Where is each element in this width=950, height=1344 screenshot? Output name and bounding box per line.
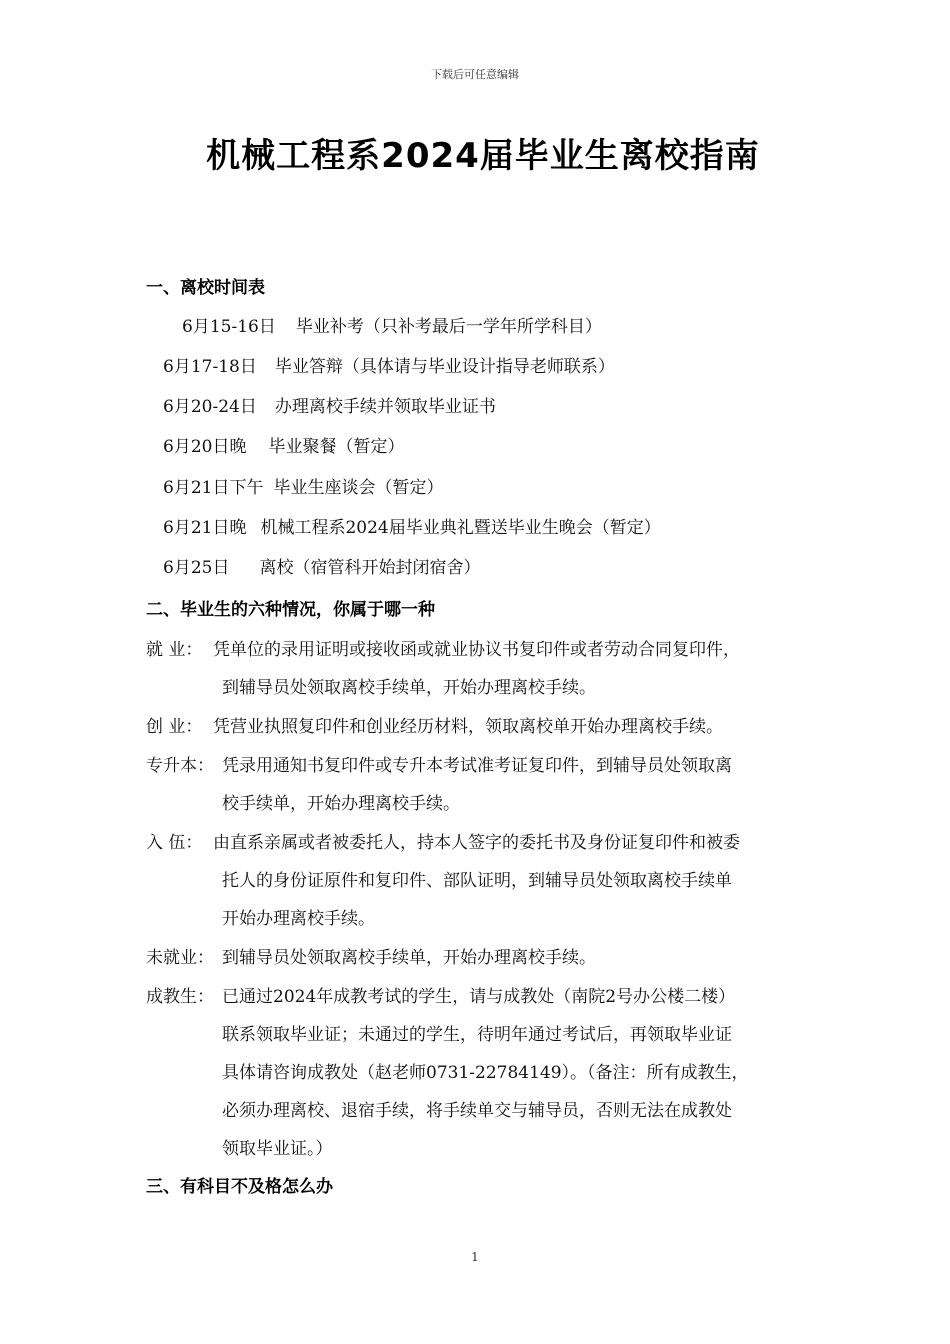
schedule-row	[182, 312, 602, 337]
case-text-line: 必须办理离校、退宿手续，将手续单交与辅导员，否则无法在成教处	[222, 1101, 732, 1121]
case-text-line: 凭营业执照复印件和创业经历材料，领取离校单开始办理离校手续。	[213, 717, 723, 737]
section-heading-schedule: 一、离校时间表	[146, 278, 265, 298]
schedule-date: 6月17-18日	[163, 357, 257, 377]
schedule-row	[163, 352, 615, 377]
header-note: 下载后可任意编辑	[431, 68, 519, 81]
case-label-enlistment: 入 伍：	[146, 833, 203, 853]
schedule-row	[163, 473, 443, 498]
schedule-date: 6月21日晚	[163, 518, 247, 538]
schedule-row	[163, 513, 661, 538]
schedule-date: 6月20-24日	[163, 397, 257, 417]
case-text-line: 开始办理离校手续。	[222, 909, 375, 929]
case-label-unemployed: 未就业：	[146, 948, 214, 968]
schedule-date: 6月21日下午	[163, 478, 264, 498]
schedule-text: 离校（宿管科开始封闭宿舍）	[259, 558, 481, 578]
case-text-line: 凭录用通知书复印件或专升本考试准考证复印件，到辅导员处领取离	[222, 756, 732, 776]
case-label-upgrade: 专升本：	[146, 756, 214, 776]
schedule-row	[163, 392, 496, 417]
schedule-text: 毕业生座谈会（暂定）	[273, 478, 444, 498]
schedule-text: 毕业补考（只补考最后一学年所学科目）	[295, 317, 602, 337]
schedule-date: 6月15-16日	[182, 317, 276, 337]
case-text-line: 到辅导员处领取离校手续单，开始办理离校手续。	[222, 678, 596, 698]
case-text-line: 已通过2024年成教考试的学生，请与成教处（南院2号办公楼二楼）	[222, 987, 736, 1007]
case-text-line: 领取毕业证。）	[222, 1139, 333, 1159]
schedule-date: 6月25日	[163, 558, 230, 578]
schedule-date: 6月20日晚	[163, 437, 247, 457]
schedule-row	[163, 432, 404, 457]
document-title: 机械工程系2024届毕业生离校指南	[206, 136, 760, 176]
case-text-line: 凭单位的录用证明或接收函或就业协议书复印件或者劳动合同复印件，	[213, 640, 740, 660]
case-text-line: 由直系亲属或者被委托人，持本人签字的委托书及身份证复印件和被委	[213, 833, 740, 853]
case-text-line: 托人的身份证原件和复印件、部队证明，到辅导员处领取离校手续单	[222, 871, 732, 891]
case-label-employment: 就 业：	[146, 640, 203, 660]
schedule-row	[163, 553, 480, 578]
case-label-entrepreneurship: 创 业：	[146, 717, 203, 737]
section-heading-situations: 二、毕业生的六种情况，你属于哪一种	[146, 600, 435, 620]
schedule-text: 毕业聚餐（暂定）	[268, 437, 405, 457]
case-text-line: 具体请咨询成教处（赵老师0731-22784149）。（备注：所有成教生，	[222, 1063, 749, 1083]
case-text-line: 联系领取毕业证；未通过的学生，待明年通过考试后，再领取毕业证	[222, 1025, 732, 1045]
case-text-line: 校手续单，开始办理离校手续。	[222, 794, 460, 814]
schedule-text: 毕业答辩（具体请与毕业设计指导老师联系）	[274, 357, 615, 377]
section-heading-failed-courses: 三、有科目不及格怎么办	[146, 1177, 333, 1197]
schedule-text: 办理离校手续并领取毕业证书	[274, 397, 496, 417]
case-text-line: 到辅导员处领取离校手续单，开始办理离校手续。	[222, 948, 596, 968]
case-label-adult-education: 成教生：	[146, 987, 214, 1007]
page-number: 1	[471, 1250, 479, 1264]
schedule-text: 机械工程系2024届毕业典礼暨送毕业生晚会（暂定）	[260, 518, 661, 538]
